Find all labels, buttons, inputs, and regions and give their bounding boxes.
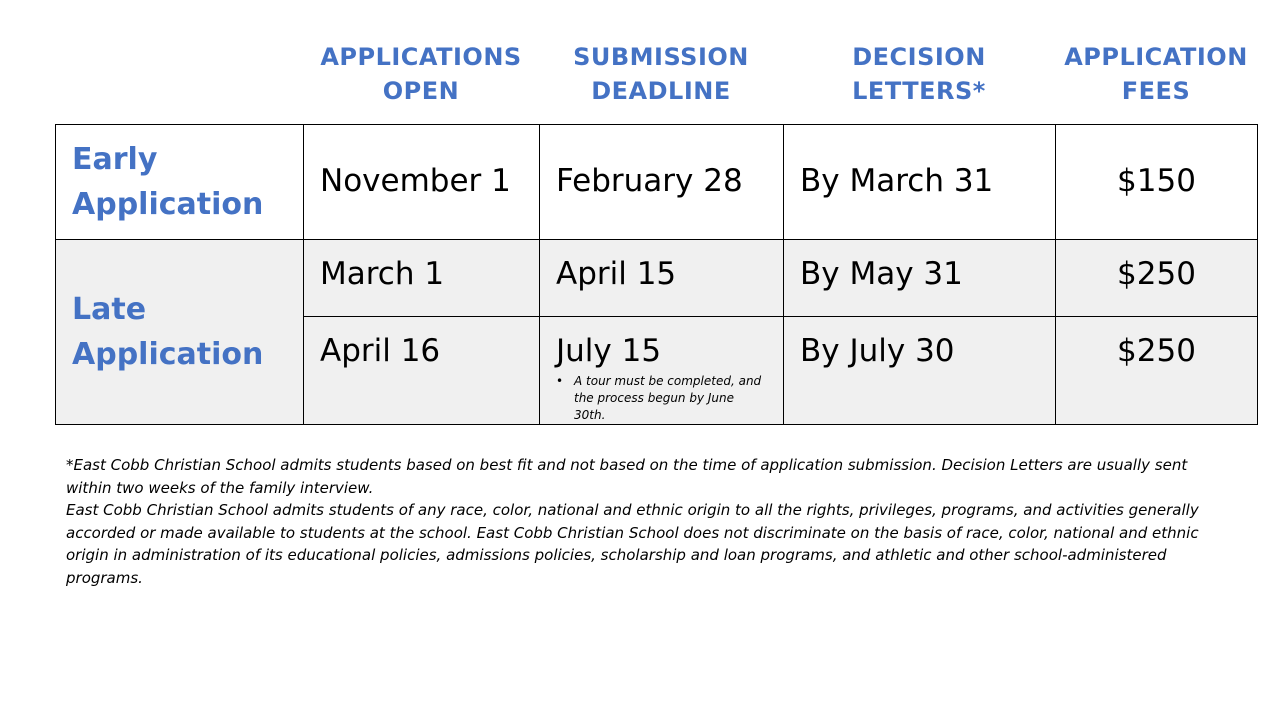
table-cell: [304, 240, 540, 317]
applications-open-value: March 1: [320, 256, 445, 292]
submission-deadline-value: April 15: [556, 256, 677, 292]
table-cell: [304, 125, 540, 240]
table-cell: [540, 125, 784, 240]
table-cell: [784, 317, 1056, 425]
table-cell: [304, 317, 540, 425]
deadline-note-text: A tour must be completed, and the process begun by June 30th.: [574, 374, 762, 422]
admissions-schedule-table: [55, 124, 1258, 425]
table-row-late-application: [56, 240, 1258, 317]
table-cell: [784, 125, 1056, 240]
application-fee-value: $250: [1117, 256, 1196, 292]
decision-letters-value: By May 31: [800, 256, 963, 292]
table-cell: [784, 240, 1056, 317]
decision-footnote: *East Cobb Christian School admits students based on best fit and not based on the time of application submission. Decision Letters are usually sent within two weeks of the family interview.: [66, 456, 1188, 497]
submission-deadline-value: February 28: [556, 163, 743, 199]
table-cell: [1056, 317, 1258, 425]
column-header-application-fees: APPLICATION FEES: [1064, 43, 1248, 105]
table-cell: [1056, 240, 1258, 317]
application-fee-value: $150: [1117, 163, 1196, 199]
nondiscrimination-statement: East Cobb Christian School admits students of any race, color, national and ethnic origin to all the rights, privileges, programs, and activities generally accorded or made available to students at the school. East Cobb Christian School does not discriminate on the basis of race, color, national and ethnic origin in administration of its educational policies, admissions policies, scholarship and loan programs, and athletic and other school-administered programs.: [66, 501, 1199, 587]
table-row-early-application: [56, 125, 1258, 240]
table-cell: [540, 317, 784, 425]
row-header-late-application: Late Application: [56, 240, 304, 425]
table-cell: [540, 240, 784, 317]
applications-open-value: November 1: [320, 163, 511, 199]
column-header-row: [0, 40, 1280, 110]
applications-open-value: April 16: [320, 333, 441, 369]
deadline-note: [540, 373, 783, 424]
submission-deadline-value: July 15: [556, 333, 662, 369]
footnotes: [66, 454, 1216, 589]
column-header-submission-deadline: SUBMISSION DEADLINE: [573, 43, 749, 105]
column-header-applications-open: APPLICATIONS OPEN: [320, 43, 522, 105]
decision-letters-value: By July 30: [800, 333, 955, 369]
row-header-early-application: Early Application: [56, 125, 304, 240]
column-header-decision-letters: DECISION LETTERS*: [852, 43, 986, 105]
decision-letters-value: By March 31: [800, 163, 994, 199]
bullet-icon: •: [556, 374, 564, 388]
table-cell: [1056, 125, 1258, 240]
application-fee-value: $250: [1117, 333, 1196, 369]
